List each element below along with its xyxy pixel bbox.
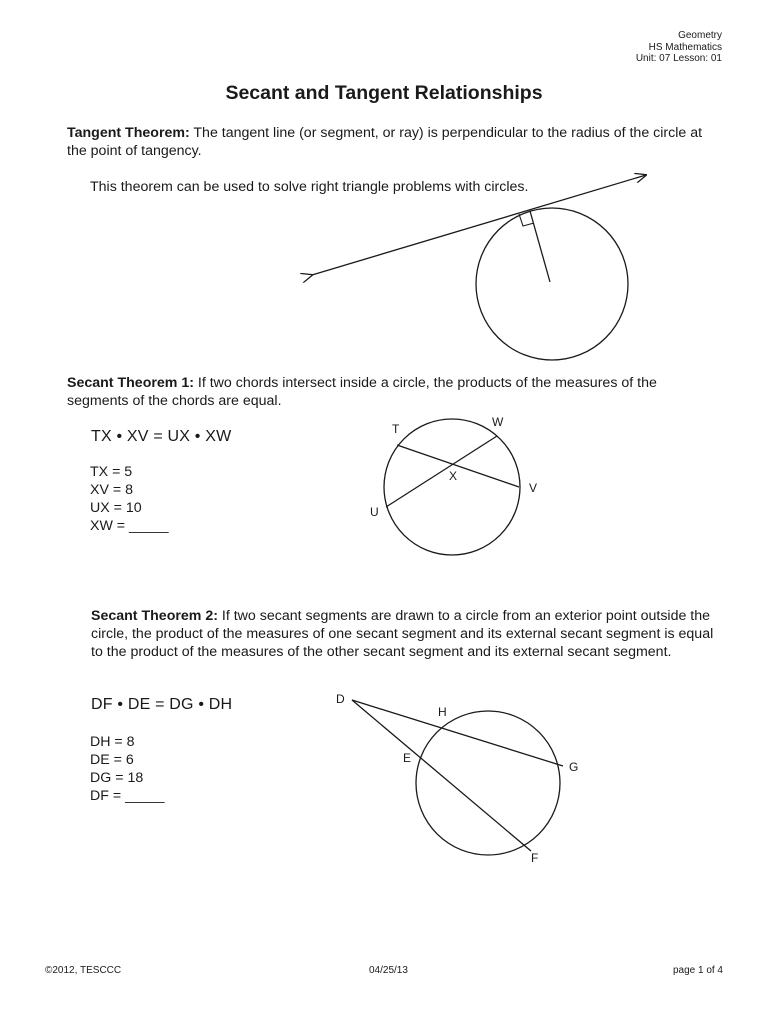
- header-course: HS Mathematics: [648, 41, 722, 53]
- secant2-value-df: DF = _____: [90, 788, 165, 804]
- label-e: E: [403, 751, 412, 765]
- tangent-line: [312, 175, 646, 275]
- tangent-theorem-note: This theorem can be used to solve right triangle problems with circles.: [90, 179, 529, 195]
- chord-tv: [397, 445, 519, 487]
- label-w: W: [492, 415, 504, 429]
- secant2-text: If two secant segments are drawn to a circle from an exterior point outside the circle, the product of the measures of one secant segment and its external secant segment is equal to the product of the measures of the other secant segment and its external secant segment.: [91, 608, 714, 660]
- secant1-value-tx: TX = 5: [90, 464, 133, 480]
- label-v: V: [529, 481, 538, 495]
- secant2-circle: [416, 711, 560, 855]
- footer-copyright: ©2012, TESCCC: [45, 965, 122, 976]
- label-x: X: [449, 469, 458, 483]
- secant2-paragraph: [91, 607, 723, 661]
- tangent-theorem-text: The tangent line (or segment, or ray) is perpendicular to the radius of the circle at the point of tangency.: [67, 125, 703, 159]
- page-title: Secant and Tangent Relationships: [225, 82, 543, 104]
- tangent-circle: [476, 208, 628, 360]
- secant1-values: [90, 463, 168, 535]
- footer-date: 04/25/13: [369, 965, 408, 976]
- header-unit-lesson: Unit: 07 Lesson: 01: [635, 53, 722, 64]
- secant1-value-ux: UX = 10: [90, 500, 142, 516]
- secant1-text: If two chords intersect inside a circle, the products of the measures of the segments of the chords are equal.: [67, 375, 657, 409]
- secant2-value-dh: DH = 8: [90, 734, 135, 750]
- secant-dg: [352, 700, 563, 766]
- secant1-paragraph: [67, 374, 707, 410]
- secant2-value-dg: DG = 18: [90, 770, 144, 786]
- label-d: D: [336, 692, 345, 706]
- secant1-diagram: [370, 415, 537, 555]
- secant2-diagram: [336, 692, 578, 865]
- label-f: F: [531, 851, 539, 865]
- header-subject: Geometry: [678, 30, 722, 41]
- secant2-formula: DF • DE = DG • DH: [91, 696, 233, 713]
- tangent-theorem-heading: Tangent Theorem:: [67, 125, 190, 141]
- tangent-diagram: [312, 175, 646, 360]
- secant1-circle: [384, 419, 520, 555]
- secant2-values: [90, 733, 165, 805]
- secant2-heading: Secant Theorem 2:: [91, 608, 218, 624]
- secant1-value-xw: XW = _____: [90, 518, 169, 534]
- secant1-formula: TX • XV = UX • XW: [91, 428, 232, 445]
- secant2-value-de: DE = 6: [90, 752, 134, 768]
- label-t: T: [392, 422, 400, 436]
- secant1-heading: Secant Theorem 1:: [67, 375, 194, 391]
- radius-segment: [530, 211, 550, 282]
- label-h: H: [438, 705, 447, 719]
- footer-page-number: page 1 of 4: [672, 965, 723, 976]
- label-g: G: [569, 760, 579, 774]
- label-u: U: [370, 505, 379, 519]
- secant1-value-xv: XV = 8: [90, 482, 133, 498]
- secant-df: [352, 700, 531, 851]
